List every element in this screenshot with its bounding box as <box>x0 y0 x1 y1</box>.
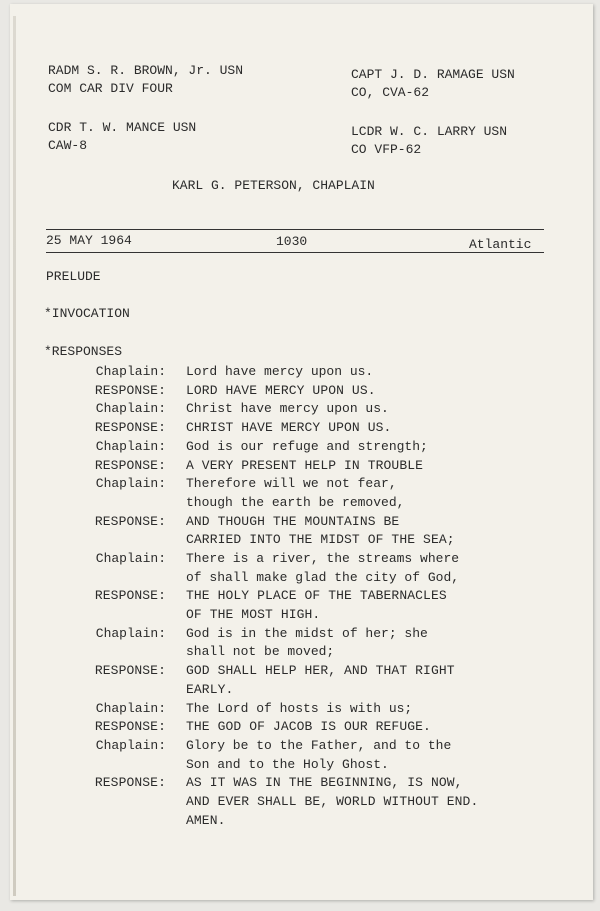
officer-1-title: COM CAR DIV FOUR <box>48 81 173 96</box>
speaker-label: Chaplain: <box>95 738 166 753</box>
speaker-label: Chaplain: <box>95 551 166 566</box>
litany-line: God is in the midst of her; she <box>186 625 428 641</box>
officer-1-name: RADM S. R. BROWN, Jr. USN <box>48 63 244 78</box>
chaplain-row <box>10 700 593 719</box>
litany-line: Lord have mercy upon us. <box>186 364 374 379</box>
speaker-label: Chaplain: <box>95 401 166 417</box>
top-rule <box>46 229 544 230</box>
speaker-label: Chaplain: <box>95 438 166 454</box>
bottom-rule <box>46 252 544 253</box>
responses-heading: *RESPONSES <box>44 344 123 359</box>
officer-3-title: CAW-8 <box>48 138 88 153</box>
litany-line: CARRIED INTO THE MIDST OF THE SEA; <box>186 532 455 548</box>
response-row <box>10 587 593 624</box>
speaker-label: RESPONSE: <box>94 588 166 604</box>
litany-line: of shall make glad the city of God, <box>186 569 460 585</box>
litany-line: AS IT WAS IN THE BEGINNING, IS NOW, <box>186 775 463 791</box>
litany-line: THE HOLY PLACE OF THE TABERNACLES <box>186 588 447 604</box>
litany-line: though the earth be removed, <box>186 494 405 510</box>
litany-line: GOD SHALL HELP HER, AND THAT RIGHT <box>186 663 455 679</box>
chaplain-row <box>10 625 593 662</box>
officer-4-name: LCDR W. C. LARRY USN <box>351 124 508 139</box>
speaker-label: Chaplain: <box>95 476 166 492</box>
response-row <box>10 382 593 401</box>
litany-line: AND EVER SHALL BE, WORLD WITHOUT END. <box>186 794 479 810</box>
speaker-label: RESPONSE: <box>94 457 166 473</box>
litany-line: LORD HAVE MERCY UPON US. <box>186 382 376 398</box>
chaplain-row <box>10 438 593 457</box>
response-row <box>10 513 593 550</box>
speaker-label: Chaplain: <box>95 625 166 641</box>
service-time: 1030 <box>276 234 308 249</box>
speaker-label: RESPONSE: <box>94 775 166 791</box>
prelude-heading: PRELUDE <box>46 269 101 284</box>
litany-line: Christ have mercy upon us. <box>186 401 389 417</box>
officer-4-title: CO VFP-62 <box>351 142 422 157</box>
response-row <box>10 419 593 438</box>
invocation-heading: *INVOCATION <box>44 306 130 321</box>
bulletin-page <box>10 4 593 900</box>
litany-line: There is a river, the streams where <box>186 551 460 566</box>
speaker-label: RESPONSE: <box>94 719 166 735</box>
officer-3-name: CDR T. W. MANCE USN <box>48 120 197 135</box>
chaplain-row <box>10 363 593 382</box>
litany-line: AMEN. <box>186 812 226 828</box>
chaplain-row <box>10 400 593 419</box>
speaker-label: Chaplain: <box>95 364 166 379</box>
litany-line: CHRIST HAVE MERCY UPON US. <box>186 420 392 436</box>
service-location: Atlantic <box>469 237 532 252</box>
speaker-label: Chaplain: <box>95 700 166 716</box>
litany-line: Son and to the Holy Ghost. <box>186 756 389 772</box>
service-date: 25 MAY 1964 <box>46 233 132 248</box>
litany-line: EARLY. <box>186 681 234 697</box>
litany-line: AND THOUGH THE MOUNTAINS BE <box>186 513 400 529</box>
officer-2-name: CAPT J. D. RAMAGE USN <box>351 67 515 82</box>
speaker-label: RESPONSE: <box>94 382 166 398</box>
chaplain-row <box>10 475 593 512</box>
litany-line: Glory be to the Father, and to the <box>186 738 452 753</box>
response-row <box>10 774 593 830</box>
chaplain-row <box>10 737 593 774</box>
response-row <box>10 662 593 699</box>
response-row <box>10 457 593 476</box>
response-row <box>10 718 593 737</box>
speaker-label: RESPONSE: <box>94 513 166 529</box>
litany-line: Therefore will we not fear, <box>186 476 397 492</box>
chaplain-name: KARL G. PETERSON, CHAPLAIN <box>172 178 375 193</box>
litany-line: THE GOD OF JACOB IS OUR REFUGE. <box>186 719 431 735</box>
speaker-label: RESPONSE: <box>94 663 166 679</box>
speaker-label: RESPONSE: <box>94 420 166 436</box>
litany-line: A VERY PRESENT HELP IN TROUBLE <box>186 457 424 473</box>
litany-line: OF THE MOST HIGH. <box>186 607 321 623</box>
litany-line: shall not be moved; <box>186 644 335 660</box>
litany-line: God is our refuge and strength; <box>186 438 428 454</box>
chaplain-row <box>10 550 593 587</box>
litany-line: The Lord of hosts is with us; <box>186 700 413 716</box>
officer-2-title: CO, CVA-62 <box>351 85 430 100</box>
